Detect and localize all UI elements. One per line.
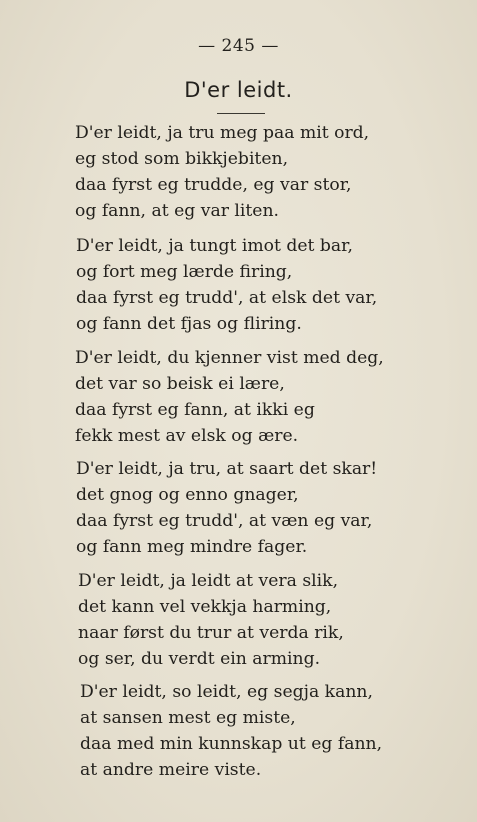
verse-line: det gnog og enno gnager,	[76, 485, 299, 505]
stanza-4	[76, 456, 377, 560]
verse-line: at andre meire viste.	[80, 760, 262, 780]
verse-line: daa fyrst eg fann, at ikki eg	[75, 400, 315, 420]
verse-line: D'er leidt, ja leidt at vera slik,	[78, 571, 339, 591]
verse-line: D'er leidt, so leidt, eg segja kann,	[80, 682, 373, 702]
verse-line: og ser, du verdt ein arming.	[78, 649, 321, 669]
verse-line: daa med min kunnskap ut eg fann,	[80, 734, 383, 754]
verse-line: og fort meg lærde firing,	[76, 262, 293, 282]
verse-line: naar først du trur at verda rik,	[78, 623, 344, 643]
verse-line: det kann vel vekkja harming,	[78, 597, 332, 617]
verse-line: daa fyrst eg trudd', at væn eg var,	[76, 511, 373, 531]
stanza-1	[75, 120, 369, 224]
verse-line: D'er leidt, ja tru meg paa mit ord,	[75, 123, 370, 143]
poem-title: D'er leidt.	[184, 78, 293, 102]
stanza-5	[78, 568, 344, 672]
verse-line: eg stod som bikkjebiten,	[75, 149, 289, 169]
page-number: — 245 —	[198, 36, 279, 56]
verse-line: fekk mest av elsk og ære.	[75, 426, 299, 446]
verse-line: og fann det fjas og fliring.	[76, 314, 302, 334]
verse-line: D'er leidt, ja tru, at saart det skar!	[76, 459, 378, 479]
stanza-6	[80, 679, 382, 783]
verse-line: at sansen mest eg miste,	[80, 708, 296, 728]
title-divider	[217, 113, 265, 114]
verse-line: daa fyrst eg trudde, eg var stor,	[75, 175, 352, 195]
verse-line: D'er leidt, ja tungt imot det bar,	[76, 236, 353, 256]
stanza-2	[76, 233, 377, 337]
verse-line: D'er leidt, du kjenner vist med deg,	[75, 348, 384, 368]
stanza-3	[75, 345, 384, 449]
verse-line: det var so beisk ei lære,	[75, 374, 285, 394]
verse-line: daa fyrst eg trudd', at elsk det var,	[76, 288, 378, 308]
verse-line: og fann meg mindre fager.	[76, 537, 308, 557]
verse-line: og fann, at eg var liten.	[75, 201, 279, 221]
